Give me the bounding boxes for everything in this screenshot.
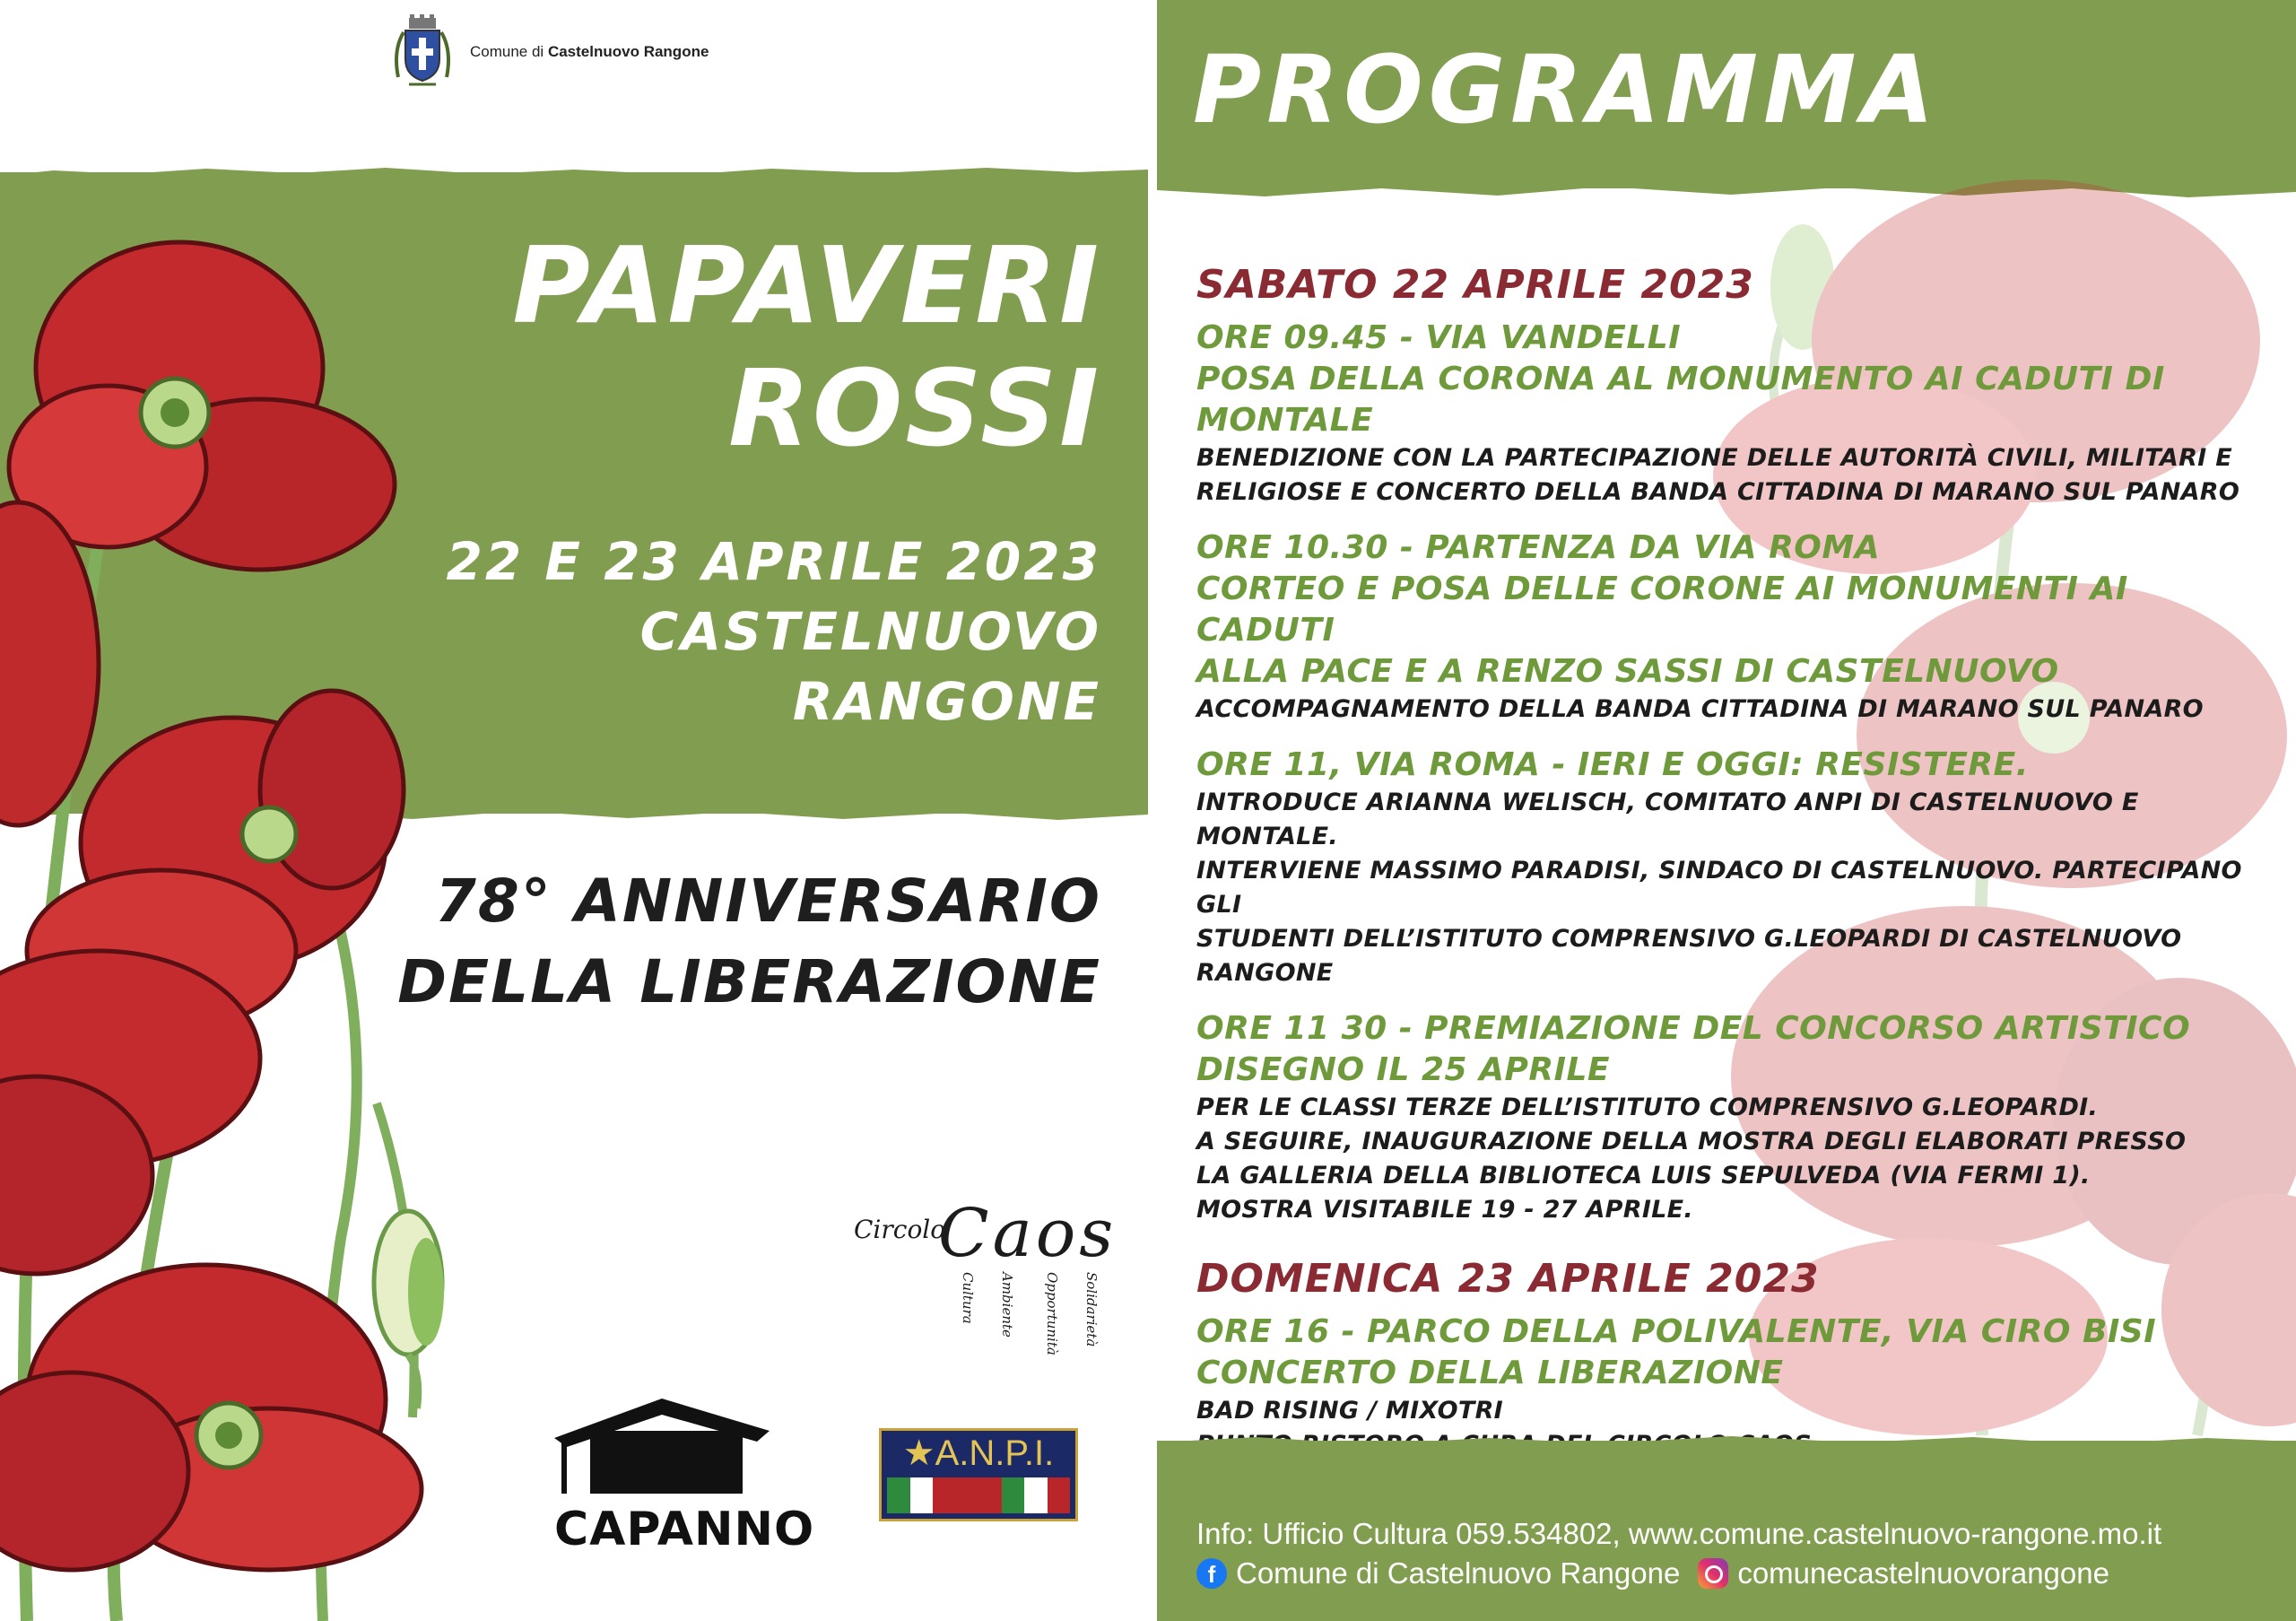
event-title: ORE 11, VIA ROMA - IERI E OGGI: RESISTERE. bbox=[1196, 746, 2029, 783]
event-description: ACCOMPAGNAMENTO DELLA BANDA CITTADINA DI MARANO SUL PANARO bbox=[1196, 695, 2204, 723]
event-place-line2: RANGONE bbox=[792, 671, 1101, 732]
caos-sub-solidarieta: Solidarietà bbox=[1083, 1272, 1100, 1347]
event-title: CORTEO E POSA DELLE CORONE AI MONUMENTI AI CADUTI bbox=[1196, 571, 2128, 649]
caos-sub-cultura: Cultura bbox=[960, 1272, 976, 1324]
facebook-icon[interactable]: f bbox=[1196, 1558, 1227, 1589]
facebook-page[interactable]: Comune di Castelnuovo Rangone bbox=[1236, 1556, 1681, 1590]
social-links bbox=[1196, 1556, 2109, 1591]
event-title: ORE 09.45 - VIA VANDELLI bbox=[1196, 319, 1682, 356]
program-event bbox=[1196, 745, 2273, 990]
caos-sub-opportunita: Opportunità bbox=[1044, 1272, 1060, 1355]
program-content bbox=[1196, 260, 2273, 1462]
anniversary-line2: DELLA LIBERAZIONE bbox=[397, 947, 1101, 1016]
event-description: MOSTRA VISITABILE 19 - 27 APRILE. bbox=[1196, 1196, 1693, 1224]
program-event bbox=[1196, 318, 2273, 510]
event-title: ORE 10.30 - PARTENZA DA VIA ROMA bbox=[1196, 529, 1881, 566]
poppy-flower-icon bbox=[0, 951, 260, 1274]
event-title: ALLA PACE E A RENZO SASSI DI CASTELNUOVO bbox=[1196, 653, 2059, 690]
event-title: POSA DELLA CORONA AL MONUMENTO AI CADUTI DI MONTALE bbox=[1196, 361, 2165, 439]
caos-name: Caos bbox=[938, 1195, 1118, 1272]
poppy-flower-icon bbox=[0, 502, 99, 825]
circolo-caos-logo bbox=[854, 1195, 1118, 1355]
poppy-illustration bbox=[0, 161, 466, 1621]
day-heading-sunday: DOMENICA 23 APRILE 2023 bbox=[1196, 1256, 1820, 1302]
anpi-logo bbox=[879, 1428, 1078, 1521]
contact-info: Info: Ufficio Cultura 059.534802, www.comune.castelnuovo-rangone.mo.it bbox=[1196, 1517, 2162, 1550]
poster-title-line2: ROSSI bbox=[728, 346, 1101, 470]
instagram-icon[interactable] bbox=[1698, 1558, 1728, 1589]
event-title: ORE 16 - PARCO DELLA POLIVALENTE, VIA CIRO BISI bbox=[1196, 1313, 2157, 1350]
panel-divider bbox=[1148, 0, 1157, 1621]
event-description: INTERVIENE MASSIMO PARADISI, SINDACO DI CASTELNUOVO. PARTECIPANO GLI bbox=[1196, 857, 2242, 919]
event-title: CONCERTO DELLA LIBERAZIONE bbox=[1196, 1355, 1784, 1391]
event-description: BAD RISING / MIXOTRI bbox=[1196, 1397, 1504, 1425]
right-panel bbox=[1157, 0, 2296, 1621]
caos-sub-ambiente: Ambiente bbox=[999, 1272, 1015, 1338]
event-description: LA GALLERIA DELLA BIBLIOTECA LUIS SEPULVEDA (VIA FERMI 1). bbox=[1196, 1162, 2091, 1190]
event-description: BENEDIZIONE CON LA PARTECIPAZIONE DELLE AUTORITÀ CIVILI, MILITARI E bbox=[1196, 444, 2232, 472]
event-title: DISEGNO IL 25 APRILE bbox=[1196, 1051, 1611, 1088]
municipal-crest-icon bbox=[391, 14, 454, 90]
event-place-line1: CASTELNUOVO bbox=[639, 601, 1101, 662]
poppy-flower-icon bbox=[0, 1265, 422, 1570]
instagram-handle[interactable]: comunecastelnuovorangone bbox=[1737, 1556, 2109, 1590]
municipality-header bbox=[391, 14, 709, 90]
brush-edge-footer bbox=[1157, 1434, 2296, 1451]
capanno-logo bbox=[554, 1395, 815, 1556]
anpi-name: ★A.N.P.I. bbox=[902, 1434, 1055, 1473]
program-event bbox=[1196, 1008, 2273, 1227]
program-heading: PROGRAMMA bbox=[1193, 35, 1940, 144]
day-heading-saturday: SABATO 22 APRILE 2023 bbox=[1196, 262, 1754, 308]
anpi-flag-stripes bbox=[887, 1477, 1070, 1513]
event-title: ORE 11 30 - PREMIAZIONE DEL CONCORSO ARTISTICO bbox=[1196, 1010, 2191, 1047]
anniversary-line1: 78° ANNIVERSARIO bbox=[434, 867, 1101, 936]
event-description: PER LE CLASSI TERZE DELL’ISTITUTO COMPRENSIVO G.LEOPARDI. bbox=[1196, 1094, 2099, 1121]
poster-title-line1: PAPAVERI bbox=[512, 223, 1101, 347]
event-description: RELIGIOSE E CONCERTO DELLA BANDA CITTADINA DI MARANO SUL PANARO bbox=[1196, 478, 2240, 506]
poppy-flower-icon bbox=[9, 242, 395, 570]
program-event bbox=[1196, 527, 2273, 727]
capanno-name: CAPANNO bbox=[554, 1503, 815, 1556]
event-dates: 22 E 23 APRILE 2023 bbox=[446, 531, 1101, 592]
capanno-roof-icon bbox=[554, 1395, 778, 1494]
caos-prefix: Circolo bbox=[854, 1215, 946, 1244]
event-description: A SEGUIRE, INAUGURAZIONE DELLA MOSTRA DEGLI ELABORATI PRESSO bbox=[1196, 1128, 2187, 1155]
event-description: INTRODUCE ARIANNA WELISCH, COMITATO ANPI DI CASTELNUOVO E MONTALE. bbox=[1196, 789, 2139, 850]
municipality-label: Comune di Castelnuovo Rangone bbox=[470, 43, 709, 60]
event-description: STUDENTI DELL’ISTITUTO COMPRENSIVO G.LEOPARDI DI CASTELNUOVO RANGONE bbox=[1196, 925, 2182, 987]
